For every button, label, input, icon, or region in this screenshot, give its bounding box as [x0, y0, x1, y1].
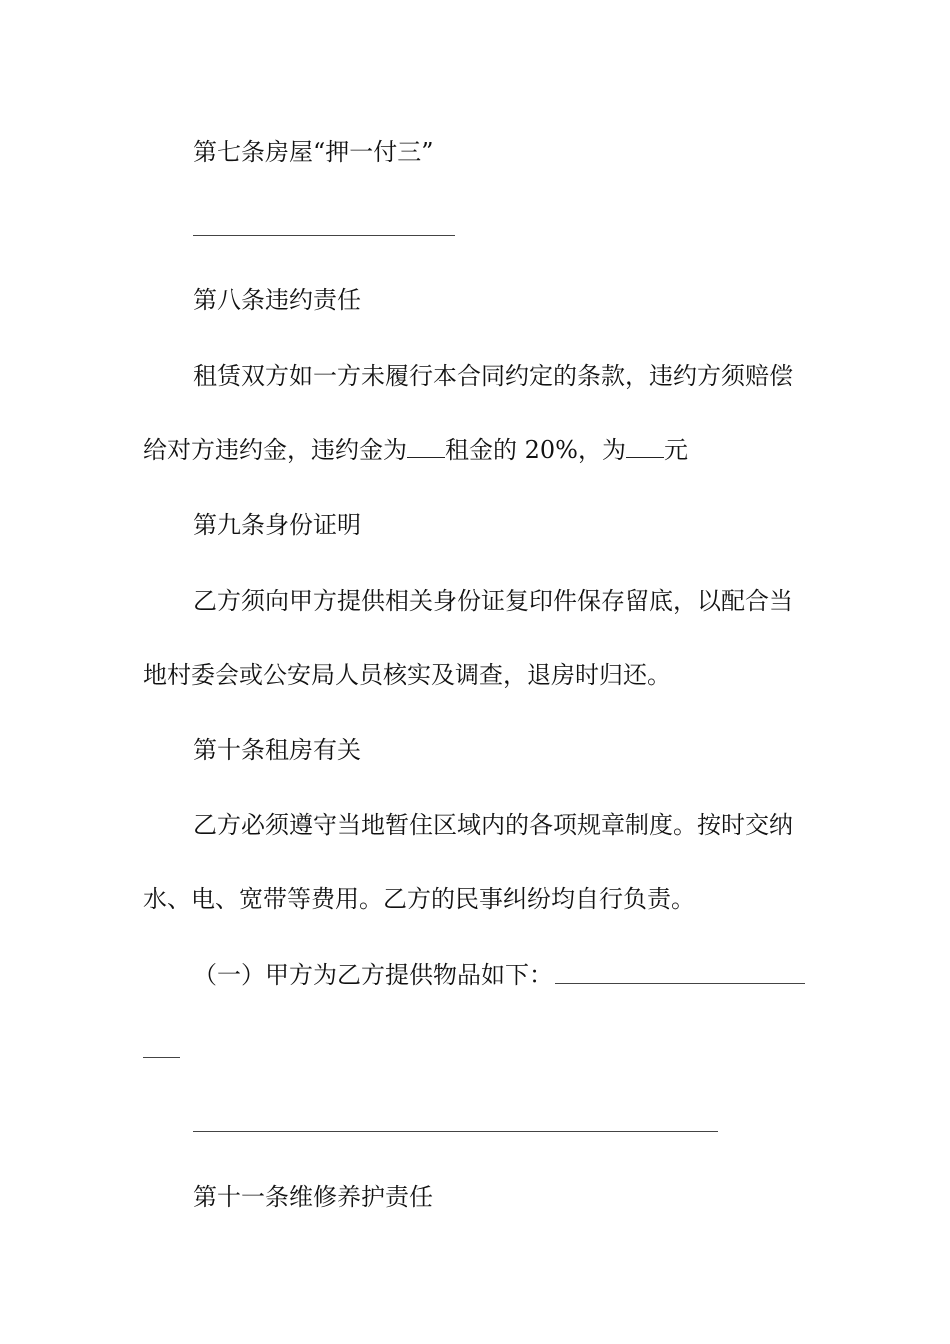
penalty-text-b: 租金的 20%，为 — [445, 436, 626, 464]
article8-title: 第八条违约责任 — [193, 286, 361, 314]
penalty-blank-2 — [626, 435, 664, 458]
article11-title: 第十一条维修养护责任 — [193, 1183, 433, 1211]
article10-paragraph-line1: 乙方必须遵守当地暂住区域内的各项规章制度。按时交纳 — [193, 811, 793, 839]
provided-items-label: （一）甲方为乙方提供物品如下： — [193, 961, 553, 989]
provided-items-blank-line — [555, 983, 805, 984]
article9-title: 第九条身份证明 — [193, 511, 361, 539]
article8-paragraph-line1: 租赁双方如一方未履行本合同约定的条款，违约方须赔偿 — [193, 362, 793, 390]
blank-fill-line — [193, 235, 455, 236]
provided-items-blank-line-cont — [143, 1057, 180, 1058]
article9-paragraph-line1: 乙方须向甲方提供相关身份证复印件保存留底，以配合当 — [193, 587, 793, 615]
penalty-text-a: 给对方违约金，违约金为 — [143, 436, 407, 464]
blank-fill-line-long — [193, 1131, 718, 1132]
penalty-blank-1 — [407, 435, 445, 458]
article9-paragraph-line2: 地村委会或公安局人员核实及调查，退房时归还。 — [143, 661, 671, 689]
article8-paragraph-line2 — [143, 435, 688, 465]
article7-title: 第七条房屋“押一付三” — [193, 138, 434, 166]
penalty-text-c: 元 — [663, 436, 688, 464]
article10-title: 第十条租房有关 — [193, 736, 361, 764]
article10-paragraph-line2: 水、电、宽带等费用。乙方的民事纠纷均自行负责。 — [143, 885, 695, 913]
